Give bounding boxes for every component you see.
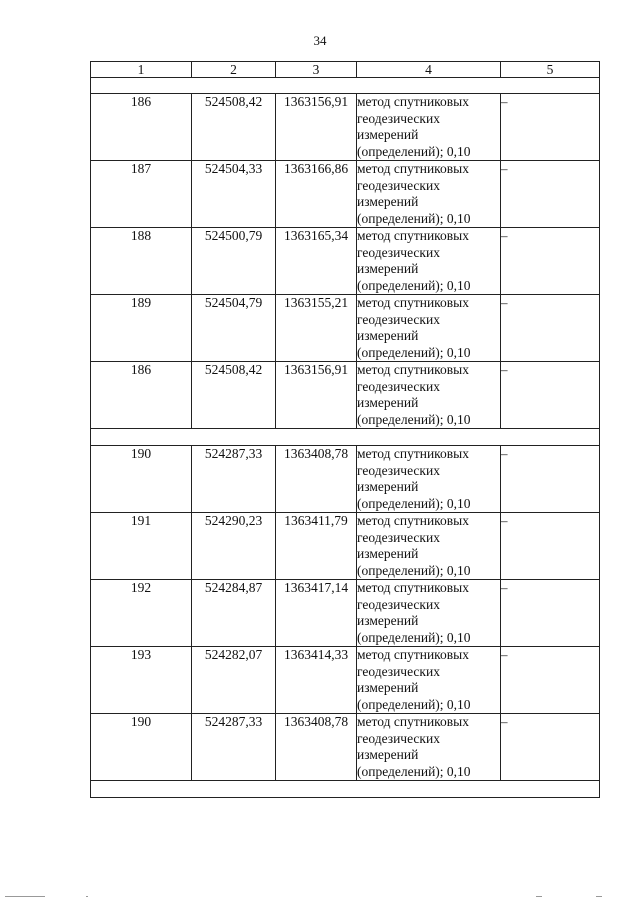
column-header: 3 [276,62,357,78]
table-row [91,714,600,781]
separator-cell [91,429,600,446]
note-cell: – [501,295,600,362]
y-coordinate-cell: 1363156,91 [276,362,357,429]
point-number-cell: 188 [91,228,192,295]
point-number-cell: 187 [91,161,192,228]
note-cell: – [501,94,600,161]
method-cell: метод спутниковых геодезических измерений (определений); 0,10 [357,228,501,295]
column-header: 2 [192,62,276,78]
table-row [91,228,600,295]
method-cell: метод спутниковых геодезических измерений (определений); 0,10 [357,362,501,429]
y-coordinate-cell: 1363414,33 [276,647,357,714]
coordinates-table [90,61,600,798]
x-coordinate-cell: 524508,42 [192,94,276,161]
table-group-separator [91,429,600,446]
point-number-cell: 189 [91,295,192,362]
y-coordinate-cell: 1363156,91 [276,94,357,161]
table-group-separator [91,781,600,798]
x-coordinate-cell: 524508,42 [192,362,276,429]
method-cell: метод спутниковых геодезических измерений (определений); 0,10 [357,714,501,781]
table-header-row [91,62,600,78]
note-cell: – [501,228,600,295]
column-header: 4 [357,62,501,78]
note-cell: – [501,161,600,228]
method-cell: метод спутниковых геодезических измерений (определений); 0,10 [357,647,501,714]
note-cell: – [501,580,600,647]
y-coordinate-cell: 1363408,78 [276,714,357,781]
y-coordinate-cell: 1363166,86 [276,161,357,228]
y-coordinate-cell: 1363408,78 [276,446,357,513]
table-row [91,362,600,429]
table-row [91,580,600,647]
column-header: 1 [91,62,192,78]
method-cell: метод спутниковых геодезических измерений (определений); 0,10 [357,580,501,647]
x-coordinate-cell: 524287,33 [192,446,276,513]
separator-cell [91,781,600,798]
point-number-cell: 190 [91,446,192,513]
note-cell: – [501,446,600,513]
scan-footer-marks [0,896,640,902]
x-coordinate-cell: 524504,33 [192,161,276,228]
x-coordinate-cell: 524500,79 [192,228,276,295]
method-cell: метод спутниковых геодезических измерений (определений); 0,10 [357,295,501,362]
y-coordinate-cell: 1363417,14 [276,580,357,647]
table-row [91,295,600,362]
point-number-cell: 186 [91,362,192,429]
separator-cell [91,78,600,94]
y-coordinate-cell: 1363155,21 [276,295,357,362]
note-cell: – [501,362,600,429]
note-cell: – [501,513,600,580]
table-row [91,513,600,580]
table-row [91,161,600,228]
table-row [91,94,600,161]
x-coordinate-cell: 524504,79 [192,295,276,362]
point-number-cell: 192 [91,580,192,647]
note-cell: – [501,714,600,781]
x-coordinate-cell: 524287,33 [192,714,276,781]
y-coordinate-cell: 1363165,34 [276,228,357,295]
page-number: 34 [313,33,327,48]
point-number-cell: 191 [91,513,192,580]
column-header: 5 [501,62,600,78]
method-cell: метод спутниковых геодезических измерений (определений); 0,10 [357,161,501,228]
x-coordinate-cell: 524284,87 [192,580,276,647]
method-cell: метод спутниковых геодезических измерений (определений); 0,10 [357,513,501,580]
table-group-separator [91,78,600,94]
point-number-cell: 186 [91,94,192,161]
x-coordinate-cell: 524290,23 [192,513,276,580]
method-cell: метод спутниковых геодезических измерений (определений); 0,10 [357,446,501,513]
x-coordinate-cell: 524282,07 [192,647,276,714]
y-coordinate-cell: 1363411,79 [276,513,357,580]
point-number-cell: 190 [91,714,192,781]
table-row [91,446,600,513]
point-number-cell: 193 [91,647,192,714]
method-cell: метод спутниковых геодезических измерений (определений); 0,10 [357,94,501,161]
note-cell: – [501,647,600,714]
table-row [91,647,600,714]
